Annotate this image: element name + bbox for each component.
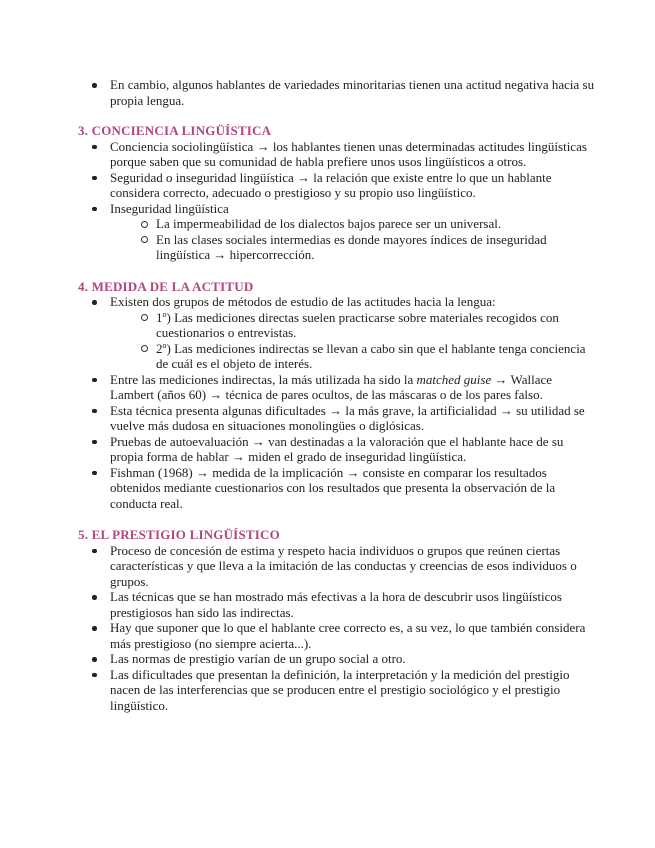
list-item-text: Existen dos grupos de métodos de estudio de las actitudes hacia la lengua:: [110, 294, 496, 309]
list-item: En cambio, algunos hablantes de variedades minoritarias tienen una actitud negativa hacia su propia lengua.: [110, 77, 598, 108]
sub-list-text: ) Las mediciones directas suelen practicarse sobre materiales recogidos con cuestionarios o entrevistas.: [156, 309, 559, 340]
list-item: Esta técnica presenta algunas dificultades → la más grave, la artificialidad → su utilidad se vuelve más dudosa en situaciones monolingües o diglósicas.: [110, 403, 598, 434]
sub-list-item: [156, 341, 598, 372]
ordinal-sup: o: [162, 340, 167, 350]
list-item-text: Inseguridad lingüística: [110, 200, 229, 216]
list-item-text: Entre las mediciones indirectas, la más utilizada ha sido la: [110, 371, 417, 387]
list-item: Seguridad o inseguridad lingüística → la relación que existe entre lo que un hablante considera correcto, adecuado o prestigioso y su propio uso lingüístico.: [110, 170, 598, 201]
ordinal-sup: o: [162, 309, 167, 319]
list-item: [110, 294, 598, 372]
sub-list-item: La impermeabilidad de los dialectos bajos parece ser un universal.: [156, 216, 598, 232]
section-5-heading: 5. EL PRESTIGIO LINGÜÍSTICO: [78, 527, 280, 542]
list-item: Las técnicas que se han mostrado más efectivas a la hora de descubrir usos lingüísticos prestigiosos han sido las indirectas.: [110, 589, 598, 620]
list-item: Las dificultades que presentan la definición, la interpretación y la medición del prestigio nacen de las interferencias que se producen entre el prestigio sociológico y el prestigio lingüístico.: [110, 667, 598, 714]
list-item-text: → Wallace Lambert (años 60) → técnica de pares ocultos, de las máscaras o de los pares falso.: [110, 371, 553, 402]
section-4-list: [78, 294, 598, 511]
section-5-list: [78, 543, 598, 714]
list-item: [110, 201, 598, 263]
sub-list-text: ) Las mediciones indirectas se llevan a cabo sin que el hablante tenga conciencia de cuál es el objeto de interés.: [156, 340, 586, 371]
list-item: Hay que suponer que lo que el hablante cree correcto es, a su vez, lo que también considera más prestigioso (no siempre acierta...).: [110, 620, 598, 651]
ordinal-number: 2: [156, 340, 163, 356]
section-3-list: [78, 139, 598, 263]
intro-list: [78, 77, 598, 108]
ordinal-number: 1: [156, 309, 163, 325]
list-item: Pruebas de autoevaluación → van destinadas a la valoración que el hablante hace de su propia forma de hablar → miden el grado de inseguridad lingüística.: [110, 434, 598, 465]
sub-list-item: [156, 310, 598, 341]
document-content: [78, 77, 598, 713]
list-item: Fishman (1968) → medida de la implicación → consiste en comparar los resultados obtenidos mediante cuestionarios con los resultados que presenta la observación de la conducta real.: [110, 465, 598, 512]
section-3-heading: 3. CONCIENCIA LINGÜÍSTICA: [78, 123, 272, 138]
section-4-heading: 4. MEDIDA DE LA ACTITUD: [78, 278, 254, 294]
list-item: Conciencia sociolingüística → los hablantes tienen unas determinadas actitudes lingüísticas porque saben que su comunidad de habla prefiere unos usos lingüísticos a otros.: [110, 139, 598, 170]
list-item: Las normas de prestigio varían de un grupo social a otro.: [110, 651, 598, 667]
sub-list: [110, 310, 598, 372]
sub-list: [110, 216, 598, 263]
italic-term: matched guise: [416, 371, 492, 387]
list-item: [110, 372, 598, 403]
list-item: Proceso de concesión de estima y respeto hacia individuos o grupos que reúnen ciertas características y que lleva a la imitación de las conductas y creencias de esos individuos o grupos.: [110, 543, 598, 590]
sub-list-item: En las clases sociales intermedias es donde mayores índices de inseguridad lingüística → hipercorrección.: [156, 232, 598, 263]
